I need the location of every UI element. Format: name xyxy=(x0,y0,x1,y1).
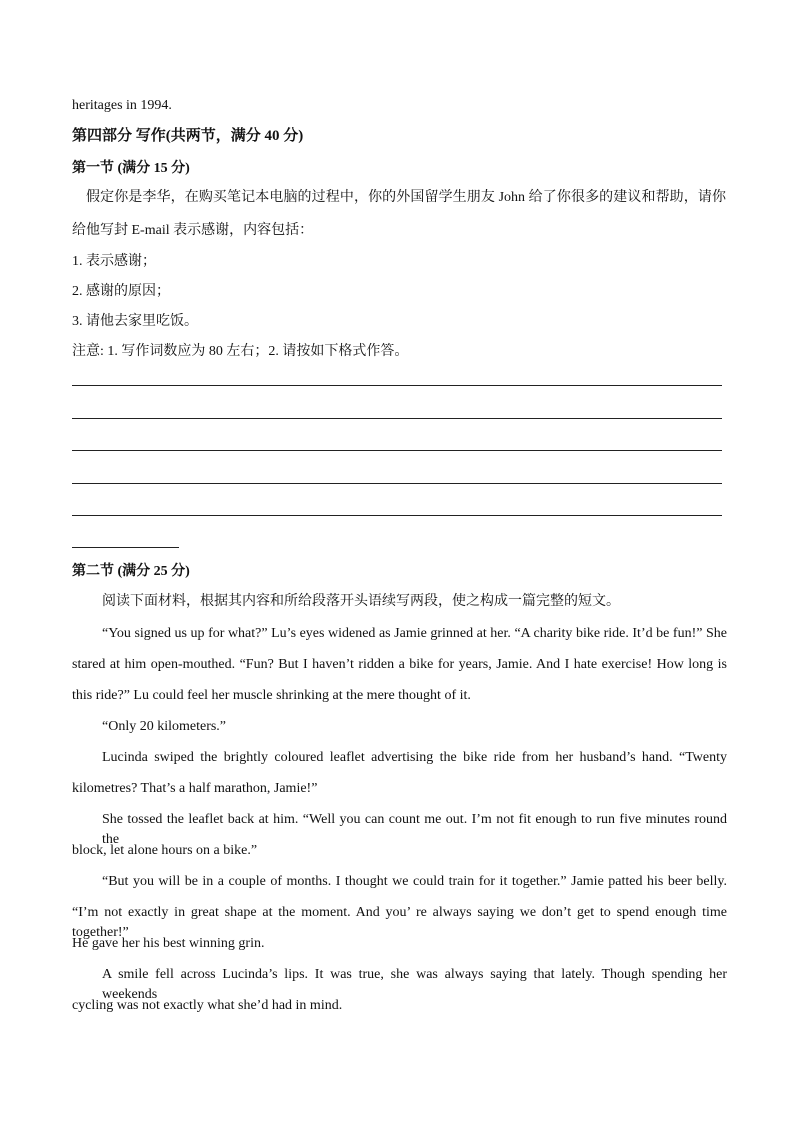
answer-line-2 xyxy=(72,418,722,419)
section1-item-3: 3. 请他去家里吃饭。 xyxy=(72,314,198,329)
passage-line: “I’m not exactly in great shape at the moment. And you’ re always saying we don’t get to spend enough time together!” xyxy=(72,905,727,940)
passage-line: this ride?” Lu could feel her muscle shrinking at the mere thought of it. xyxy=(72,688,471,703)
part4-heading: 第四部分 写作(共两节，满分 40 分) xyxy=(72,128,304,144)
answer-line-5 xyxy=(72,515,722,516)
passage-line: He gave her his best winning grin. xyxy=(72,936,265,951)
section1-heading: 第一节 (满分 15 分) xyxy=(72,161,190,176)
answer-line-4 xyxy=(72,483,722,484)
section2-instruction: 阅读下面材料，根据其内容和所给段落开头语续写两段，使之构成一篇完整的短文。 xyxy=(102,594,620,609)
section1-note: 注意: 1. 写作词数应为 80 左右；2. 请按如下格式作答。 xyxy=(72,344,409,359)
section1-prompt-line2: 给他写封 E-mail 表示感谢，内容包括： xyxy=(72,223,314,238)
passage-line: stared at him open-mouthed. “Fun? But I haven’t ridden a bike for years, Jamie. And I hate exercise! How long is xyxy=(72,657,727,672)
answer-line-3 xyxy=(72,450,722,451)
passage-line: cycling was not exactly what she’d had in mind. xyxy=(72,998,343,1013)
intro-line: heritages in 1994. xyxy=(72,98,172,113)
passage-line: She tossed the leaflet back at him. “Well you can count me out. I’m not fit enough to run five minutes round the xyxy=(102,812,727,847)
section1-item-1: 1. 表示感谢； xyxy=(72,254,156,269)
passage-line: “Only 20 kilometers.” xyxy=(102,719,227,734)
section1-item-2: 2. 感谢的原因； xyxy=(72,284,170,299)
answer-line-1 xyxy=(72,385,722,386)
passage-line: kilometres? That’s a half marathon, Jamie!” xyxy=(72,781,318,796)
passage-line: “You signed us up for what?” Lu’s eyes widened as Jamie grinned at her. “A charity bike ride. It’d be fun!” She xyxy=(102,626,727,641)
section2-heading: 第二节 (满分 25 分) xyxy=(72,564,190,579)
passage-line: A smile fell across Lucinda’s lips. It was true, she was always saying that lately. Though spending her weekends xyxy=(102,967,727,1002)
passage-line: Lucinda swiped the brightly coloured leaflet advertising the bike ride from her husband’s hand. “Twenty xyxy=(102,750,727,765)
passage-line: block, let alone hours on a bike.” xyxy=(72,843,258,858)
answer-line-short xyxy=(72,547,179,548)
section1-prompt-line1: 假定你是李华，在购买笔记本电脑的过程中，你的外国留学生朋友 John 给了你很多的建议和帮助，请你 xyxy=(86,190,726,205)
passage-line: “But you will be in a couple of months. I thought we could train for it together.” Jamie patted his beer belly. xyxy=(102,874,727,889)
